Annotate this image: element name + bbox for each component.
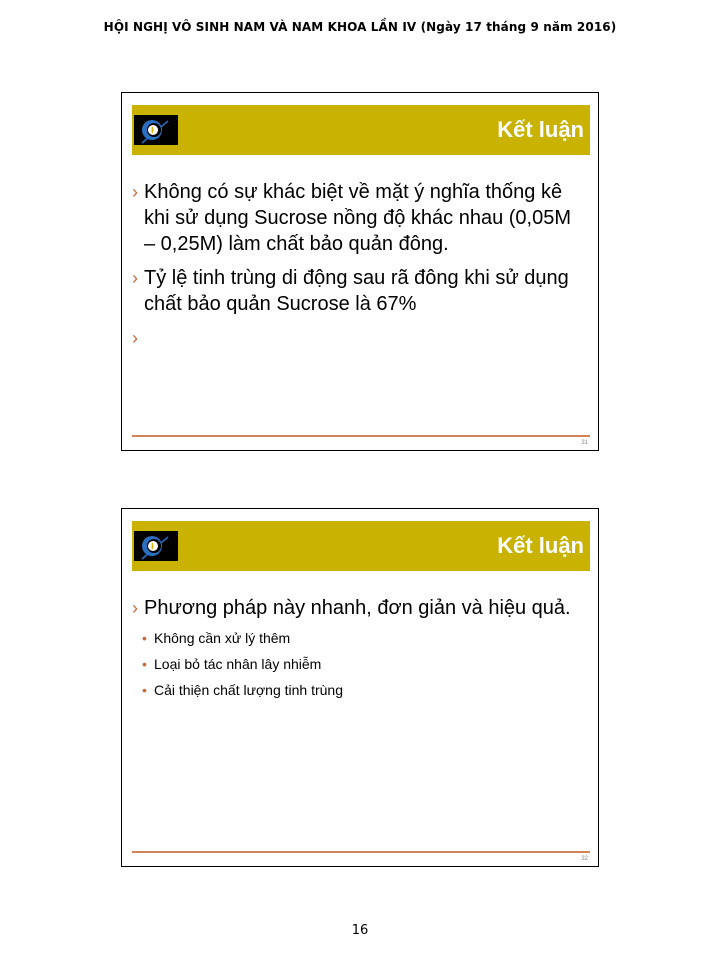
footer-divider xyxy=(132,851,590,853)
bullet-item xyxy=(132,595,572,621)
chevron-right-icon: › xyxy=(132,598,138,618)
slide-content xyxy=(132,595,572,707)
chevron-right-icon: › xyxy=(132,268,138,288)
chevron-right-icon: › xyxy=(132,328,138,348)
bullet-item xyxy=(132,179,572,257)
chevron-right-icon: › xyxy=(132,182,138,202)
sub-bullet-text: Cải thiện chất lượng tinh trùng xyxy=(154,682,343,698)
sub-bullet-text: Không cần xử lý thêm xyxy=(154,630,291,646)
bullet-dot-icon: • xyxy=(142,682,147,698)
logo-icon xyxy=(134,531,178,561)
bullet-text: Tỷ lệ tinh trùng di động sau rã đông khi sử dụng chất bảo quản Sucrose là 67% xyxy=(144,267,569,315)
sub-bullet-item xyxy=(132,655,572,673)
slide-32 xyxy=(121,508,599,867)
bullet-text: Không có sự khác biệt về mặt ý nghĩa thống kê khi sử dụng Sucrose nồng độ khác nhau (0,05M – 0,25M) làm chất bảo quản đông. xyxy=(144,181,571,255)
slide-number: 31 xyxy=(581,440,588,446)
footer-divider xyxy=(132,435,590,437)
slide-31 xyxy=(121,92,599,451)
page-header: HỘI NGHỊ VÔ SINH NAM VÀ NAM KHOA LẦN IV (Ngày 17 tháng 9 năm 2016) xyxy=(103,20,617,34)
slide-title-bar xyxy=(132,521,590,571)
bullet-item xyxy=(132,265,572,317)
bullet-dot-icon: • xyxy=(142,630,147,646)
bullet-dot-icon: • xyxy=(142,656,147,672)
sub-bullet-item xyxy=(132,681,572,699)
logo-icon xyxy=(134,115,178,145)
slide-title: Kết luận xyxy=(497,117,584,142)
sub-bullet-item xyxy=(132,629,572,647)
slide-title: Kết luận xyxy=(497,533,584,558)
slide-content xyxy=(132,179,572,348)
slide-number: 32 xyxy=(581,856,588,862)
bullet-text: Phương pháp này nhanh, đơn giản và hiệu quả. xyxy=(144,597,571,619)
slide-title-bar xyxy=(132,105,590,155)
page-number: 16 xyxy=(351,923,369,938)
sub-bullet-text: Loại bỏ tác nhân lây nhiễm xyxy=(154,656,322,672)
